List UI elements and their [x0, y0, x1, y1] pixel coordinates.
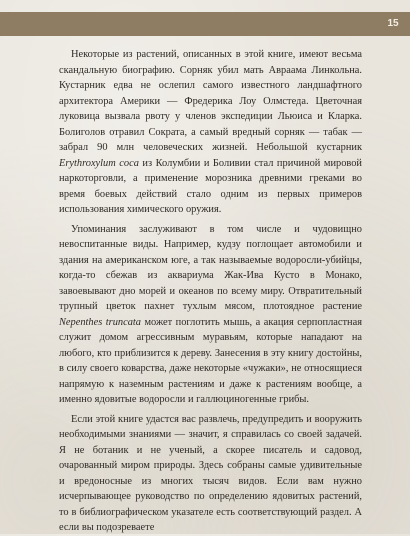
- paragraph-1: [59, 47, 362, 218]
- paragraph-2-text-b: может поглотить мышь, а акация серпопластная служит домом агрессивным муравьям, которые нападают на любого, кто приблизится к дереву. Занесения в эту книгу достойны, в силу своего коварства, даже некоторые «чужаки», не относящиеся напрямую к наземным растениям и даже к растениям вообще, а именно ядовитые водоросли и галлюциногенные грибы.: [59, 316, 362, 405]
- header-band: [0, 12, 410, 36]
- paragraph-2: [59, 222, 362, 408]
- species-name-nepenthes: Nepenthes truncata: [59, 316, 141, 328]
- paragraph-3: Если этой книге удастся вас развлечь, предупредить и вооружить необходимыми знаниями — значит, я справилась со своей задачей. Я не ботаник и не ученый, а скорее писатель и садовод, очарованный миром природы. Здесь собраны самые удивительные и вредоносные из многих тысяч видов. Если вам нужно исчерпывающее руководство по определению ядовитых растений, то в библиографическом указателе есть соответствующий раздел. А если вы подозреваете: [59, 413, 362, 533]
- page-number: 15: [387, 18, 399, 29]
- paragraph-1-text-b: из Колумбии и Боливии стал причиной мировой наркоторговли, а применение морозника древними греками во время боевых действий стало одним из первых примеров использования химического оружия.: [59, 157, 362, 215]
- species-name-erythroxylum: Erythroxylum coca: [59, 157, 139, 169]
- paragraph-2-text-a: Упоминания заслуживают в том числе и чудовищно невоспитанные виды. Например, кудзу поглощает автомобили и здания на американском юге, а так называемые водоросли-убийцы, когда-то сбежав из аквариума Жак-Ива Кусто в Монако, завоевывают дно морей и океанов по всему миру. Отвратительный трупный цветок пахнет тухлым мясом, плотоядное растение: [59, 223, 362, 312]
- paragraph-1-text-a: Некоторые из растений, описанных в этой книге, имеют весьма скандальную биографию. Сорняк убил мать Авраама Линкольна. Кустарник едва не ослепил самого известного ландшафтного архитектора Америки — Фредерика Лоу Олмстеда. Цветочная луковица вызвала рвоту у членов экспедиции Льюиса и Кларка. Болиголов отравил Сократа, а самый вредный сорняк — табак — забрал 90 млн человеческих жизней. Небольшой кустарник: [59, 49, 362, 153]
- text-block: [59, 47, 362, 536]
